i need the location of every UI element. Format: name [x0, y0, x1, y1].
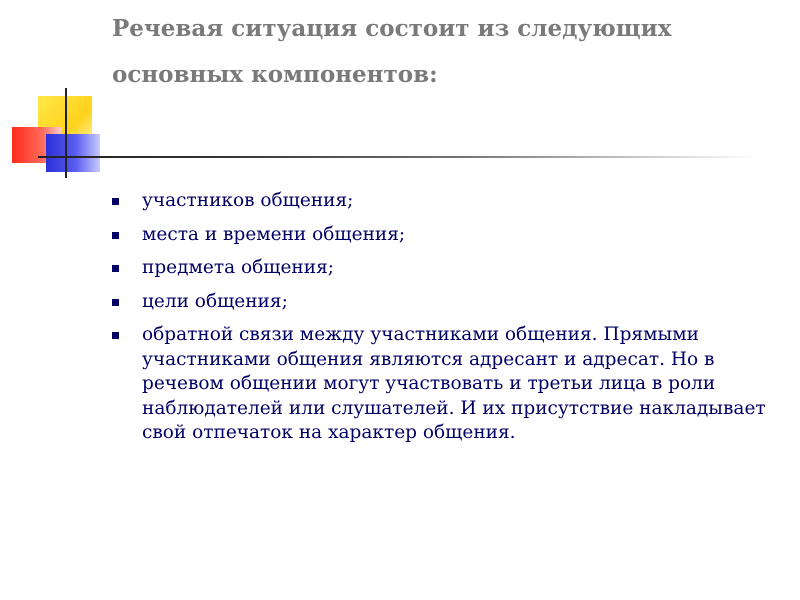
bullet-icon — [112, 265, 119, 272]
list-item — [112, 223, 772, 248]
list-item-text: обратной связи между участниками общения. Прямыми участниками общения являются адресант и адресат. Но в речевом общении могут участвовать и третьи лица в роли наблюдателей или слушателей. И их присутствие накладывает свой отпечаток на характер общения. — [142, 324, 766, 443]
slide-title: Речевая ситуация состоит из следующих основных компонентов: — [112, 15, 672, 88]
vertical-rule — [65, 88, 67, 178]
bullet-list — [112, 189, 772, 455]
horizontal-rule — [38, 156, 760, 158]
list-item-text: участников общения; — [142, 190, 354, 211]
bullet-icon — [112, 332, 119, 339]
list-item-text: предмета общения; — [142, 257, 334, 278]
list-item — [112, 323, 772, 446]
list-item-text: места и времени общения; — [142, 223, 406, 245]
list-item-text: цели общения; — [142, 290, 288, 312]
blue-square — [46, 134, 100, 172]
bullet-icon — [112, 299, 119, 306]
bullet-icon — [112, 232, 119, 239]
list-item — [112, 256, 772, 281]
list-item — [112, 290, 772, 315]
list-item — [112, 189, 772, 214]
bullet-icon — [112, 198, 119, 205]
